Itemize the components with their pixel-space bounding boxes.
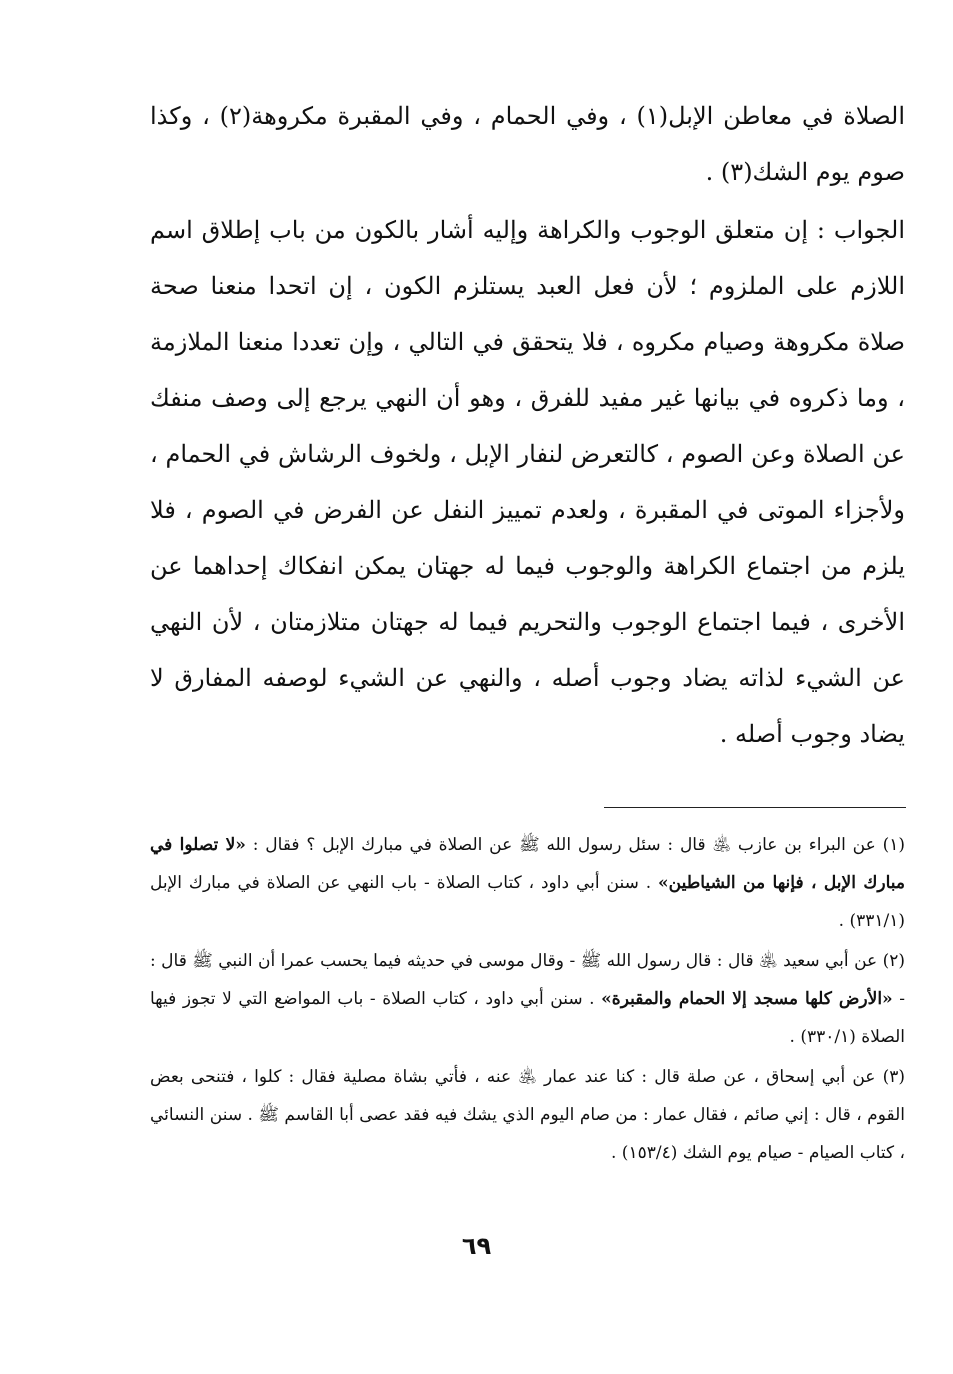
main-paragraph: الصلاة في معاطن الإبل(١) ، وفي الحمام ، وفي المقبرة مكروهة(٢) ، وكذا صوم يوم الشك(٣) . (150, 102, 905, 186)
footnote-2 (150, 942, 905, 1056)
footnotes (150, 826, 905, 1172)
footnote-3: (٣) عن أبي إسحاق ، عن صلة قال : كنا عند عمار ﵁ عنه ، فأتي بشاة مصلية فقال : كلوا ، فتنحى بعض القوم ، قال : إني صائم ، فقال عمار : من صام اليوم الذي يشك فيه فقد عصى أبا القاسم ﷺ . سنن النسائي ، كتاب الصيام - صيام يوم الشك (١٥٣/٤) . (150, 1067, 905, 1163)
main-text (150, 88, 905, 762)
footnote-text: . سنن أبي داود ، كتاب الصلاة - باب المواضع التي لا تجوز فيها الصلاة (٣٣٠/١) . (150, 989, 905, 1047)
hadith-quote: «لا تصلوا في مبارك الإبل ، فإنها من الشياطين» (150, 835, 905, 893)
main-paragraph: الجواب : إن متعلق الوجوب والكراهة وإليه أشار بالكون من باب إطلاق اسم اللازم على الملزوم ؛ لأن فعل العبد يستلزم الكون ، إن اتحدا منعنا صحة صلاة مكروهة وصيام مكروه ، فلا يتحقق في التالي ، وإن تعددا منعنا الملازمة ، وما ذكروه في بيانها غير مفيد للفرق ، وهو أن النهي يرجع إلى وصف منفك عن الصلاة وعن الصوم ، كالتعرض لنفار الإبل ، ولخوف الرشاش في الحمام ، ولأجزاء الموتى في المقبرة ، ولعدم تمييز النفل عن الفرض في الصوم ، فلا يلزم من اجتماع الكراهة والوجوب فيما له جهتان يمكن انفكاك إحداهما عن الأخرى ، فيما اجتماع الوجوب والتحريم فيما له جهتان متلازمتان ، لأن النهي عن الشيء لذاته يضاد وجوب أصله ، والنهي عن الشيء لوصفه المفارق لا يضاد وجوب أصله . (150, 216, 906, 748)
footnote-1 (150, 826, 905, 940)
hadith-quote: «الأرض كلها مسجد إلا الحمام والمقبرة» (601, 989, 893, 1009)
footnote-text: . سنن أبي داود ، كتاب الصلاة - باب النهي عن الصلاة في مبارك الإبل (٣٣١/١) . (150, 873, 905, 931)
footnote-text: (٢) عن أبي سعيد ﵁ قال : قال رسول الله ﷺ - وقال موسى في حديثه فيما يحسب عمرا أن النبي ﷺ قال : - (150, 951, 905, 1009)
footnote-divider (604, 807, 906, 808)
page-number: ٦٩ (461, 1232, 492, 1260)
footnote-text: (١) عن البراء بن عازب ﵁ قال : سئل رسول الله ﷺ عن الصلاة في مبارك الإبل ؟ فقال : (245, 835, 905, 855)
